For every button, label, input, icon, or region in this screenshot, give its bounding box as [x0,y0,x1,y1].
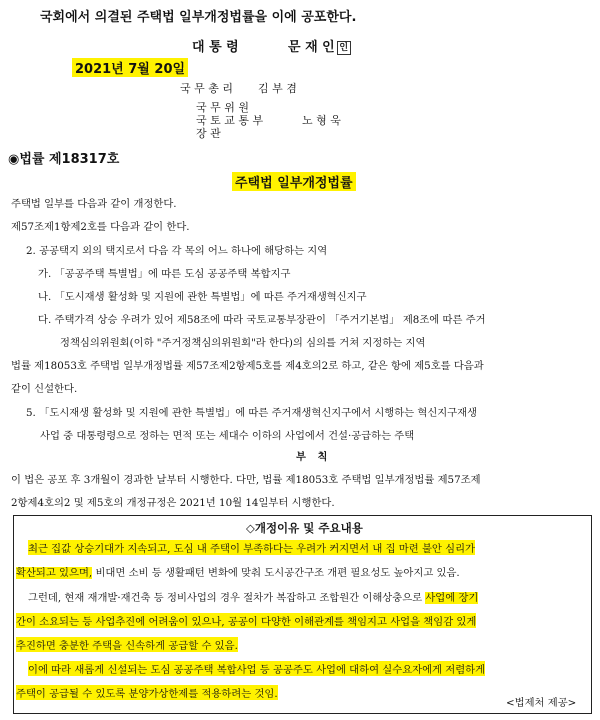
president-name [288,36,351,55]
reason-line-2-rest: 비대면 소비 등 생활패턴 변화에 맞춰 도시공간구조 개편 필요성도 높아지고 있음. [92,567,460,579]
reason-line-2 [16,564,460,579]
law-number: ◉법률 제18317호 [8,152,120,167]
body-line-2: 제57조제1항제2호를 다음과 같이 한다. [11,221,190,233]
body-line-1: 주택법 일부를 다음과 같이 개정한다. [11,198,177,210]
body-line-3: 2. 공공택지 외의 택지로서 다음 각 목의 어느 하나에 해당하는 지역 [26,245,328,257]
reason-line-3-text: 그런데, 현재 재개발·재건축 등 정비사업의 경우 절차가 복잡하고 조합원간 이해상충으로 [28,592,426,604]
reason-source: <법제처 제공> [506,697,577,709]
minister-name: 노 형 욱 [302,114,341,127]
addendum-title: 부 칙 [296,451,328,463]
minister-title-1: 국 무 위 원 [196,101,249,114]
reason-line-1: 최근 집값 상승기대가 지속되고, 도심 내 주택이 부족하다는 우려가 커지면서 내 집 마련 불안 심리가 [28,540,475,555]
body-line-6: 다. 주택가격 상승 우려가 있어 제58조에 따라 국토교통부장관이 「주거기본법」 제8조에 따른 주거 [38,314,486,326]
reason-line-5: 추진하면 충분한 주택을 신속하게 공급할 수 있음. [16,637,238,652]
body-line-10: 5. 「도시재생 활성화 및 지원에 관한 특별법」에 따른 주거재생혁신지구에서 시행하는 혁신지구재생 [26,407,478,419]
body-line-12: 이 법은 공포 후 3개월이 경과한 날부터 시행한다. 다만, 법률 제18053호 주택법 일부개정법률 제57조제 [11,474,481,486]
body-line-7: 정책심의위원회(이하 "주거정책심의위원회"라 한다)의 심의를 거쳐 지정하는 지역 [60,337,426,349]
reason-line-6: 이에 따라 새롭게 신설되는 도심 공공주택 복합사업 등 공공주도 사업에 대하여 실수요자에게 저렴하게 [28,661,485,676]
reason-line-3-highlight: 사업에 장기 [425,592,479,604]
body-line-4: 가. 「공공주택 특별법」에 따른 도심 공공주택 복합지구 [38,268,291,280]
reason-line-4: 간이 소요되는 등 사업추진에 어려움이 있으나, 공공이 다양한 이해관계를 책임지고 사업을 책임감 있게 [16,613,476,628]
reason-line-2-highlight: 확산되고 있으며, [16,567,93,579]
reason-line-7: 주택이 공급될 수 있도록 분양가상한제를 적용하려는 것임. [16,685,278,700]
reason-title: ◇개정이유 및 주요내용 [246,521,363,535]
law-title: 주택법 일부개정법률 [232,172,356,191]
promulgation-text: 국회에서 의결된 주택법 일부개정법률을 이에 공포한다. [40,10,357,25]
president-name-text: 문 재 인 [288,40,335,55]
seal-icon: 인 [337,41,351,55]
body-line-9: 같이 신설한다. [11,383,78,395]
reason-line-3 [28,589,478,604]
body-line-11: 사업 중 대통령령으로 정하는 면적 또는 세대수 이하의 사업에서 건설·공급하는 주택 [40,430,415,442]
pm-title: 국 무 총 리 [180,82,233,95]
promulgation-date: 2021년 7월 20일 [72,58,188,77]
minister-title-3: 장 관 [196,127,221,140]
body-line-5: 나. 「도시재생 활성화 및 지원에 관한 특별법」에 따른 주거재생혁신지구 [38,291,367,303]
pm-name: 김 부 겸 [258,82,297,95]
reason-box [13,515,592,714]
minister-title-2: 국 토 교 통 부 [196,114,264,127]
body-line-8: 법률 제18053호 주택법 일부개정법률 제57조제2항제5호를 제4호의2로 하고, 같은 항에 제5호를 다음과 [11,360,484,372]
president-title: 대 통 령 [192,40,239,55]
body-line-13: 2항제4호의2 및 제5호의 개정규정은 2021년 10월 14일부터 시행한다. [11,497,335,509]
